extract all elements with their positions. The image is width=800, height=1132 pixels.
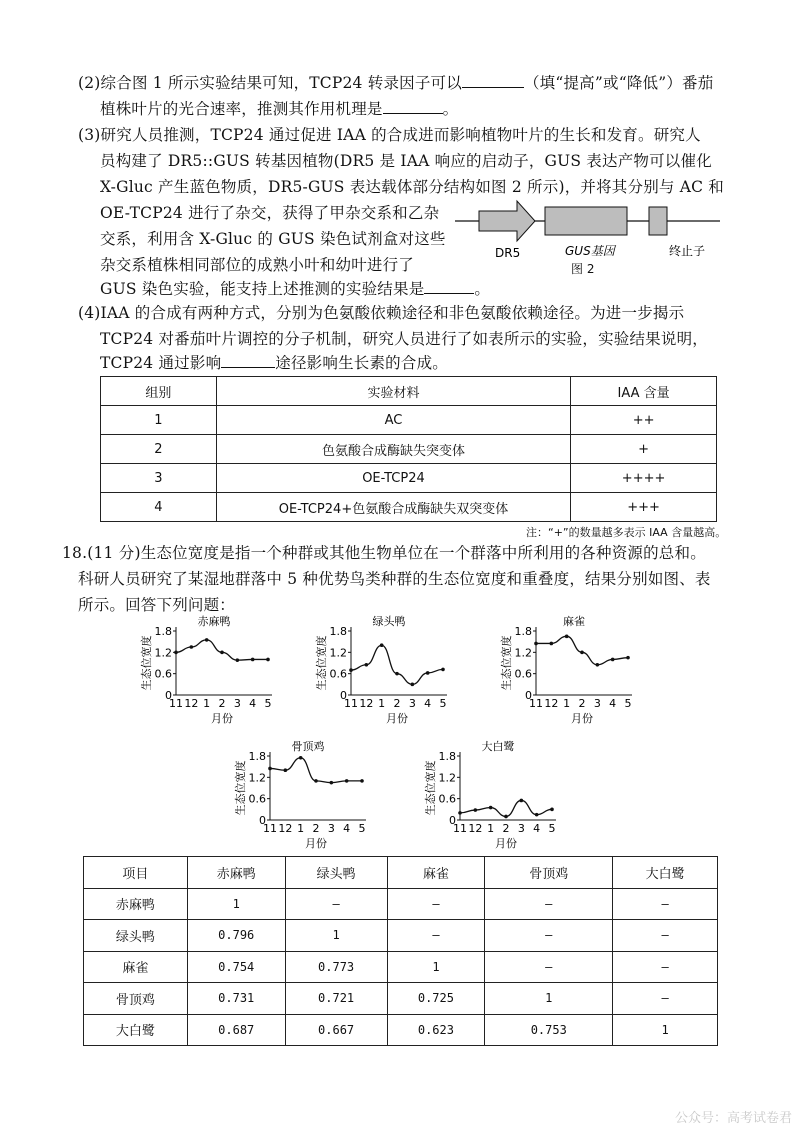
data-point — [426, 671, 430, 675]
x-tick-label: 4 — [343, 822, 351, 835]
y-tick-label: 0 — [525, 689, 532, 702]
q3-line7 — [100, 276, 490, 302]
data-point — [474, 808, 478, 812]
y-axis-label: 生态位宽度 — [315, 635, 328, 691]
y-tick-label: 0 — [340, 689, 347, 702]
y-tick-label: 1.2 — [438, 771, 456, 785]
y-tick-label: 1.8 — [329, 625, 347, 638]
table-cell: 色氨酸合成酶缺失突变体 — [216, 435, 570, 464]
x-tick-label: 4 — [609, 697, 617, 710]
data-point — [534, 642, 538, 646]
x-tick-label: 1 — [297, 822, 305, 835]
x-tick-label: 1 — [563, 697, 571, 710]
table-cell: 1 — [285, 920, 387, 952]
q4-line2: TCP24 对番茄叶片调控的分子机制，研究人员进行了如表所示的实验，实验结果说明， — [100, 330, 708, 348]
data-point — [535, 813, 539, 817]
table-cell: 0.623 — [387, 1014, 485, 1046]
data-point — [251, 658, 255, 662]
y-tick-label: 0.6 — [154, 667, 172, 681]
data-point — [611, 658, 615, 662]
q3-line1: (3)研究人员推测，TCP24 通过促进 IAA 的合成进而影响植物叶片的生长和发育。研究人 — [78, 126, 701, 144]
gus-gene-box — [545, 207, 627, 235]
table-cell: 4 — [101, 493, 217, 522]
y-tick-label: 1.8 — [154, 625, 172, 638]
q2-text-d: 。 — [442, 100, 459, 118]
table-header: 麻雀 — [387, 857, 485, 889]
table-cell: + — [571, 435, 717, 464]
table-cell: 0.721 — [285, 983, 387, 1015]
table-cell: 1 — [613, 1014, 718, 1046]
x-tick-label: 5 — [358, 822, 366, 835]
x-axis-label: 月份 — [211, 712, 233, 725]
q3-line5: 交系，利用含 X-Gluc 的 GUS 染色试剂盒对这些 — [100, 230, 446, 248]
table-header: 实验材料 — [216, 377, 570, 406]
dr5-gus-vector-diagram — [455, 195, 725, 265]
answer-blank — [221, 351, 275, 368]
dr5-label: DR5 — [495, 246, 521, 260]
data-point — [565, 635, 569, 639]
data-point — [284, 768, 288, 772]
data-point — [520, 799, 524, 803]
x-tick-label: 12 — [468, 822, 483, 835]
y-tick-label: 0.6 — [438, 792, 456, 806]
table-cell: — — [485, 920, 613, 952]
watermark: 公众号：高考试卷君 — [674, 1111, 792, 1126]
answer-blank — [462, 71, 524, 88]
y-tick-label: 1.8 — [248, 750, 266, 763]
x-tick-label: 2 — [502, 822, 510, 835]
x-tick-label: 5 — [548, 822, 556, 835]
q2-text-a: (2)综合图 1 所示实验结果可知，TCP24 转录因子可以 — [78, 74, 462, 92]
q2-text-c: 植株叶片的光合速率，推测其作用机理是 — [100, 100, 383, 118]
data-point — [220, 651, 224, 655]
table-cell: 1 — [387, 951, 485, 983]
chart-title: 大白鹭 — [481, 740, 515, 753]
dr5-promoter-arrow — [479, 201, 535, 241]
data-point — [268, 767, 272, 771]
table-header-row — [101, 377, 717, 406]
table-cell: AC — [216, 406, 570, 435]
data-point — [314, 779, 318, 783]
x-tick-label: 1 — [487, 822, 495, 835]
table-cell: 0.754 — [187, 951, 285, 983]
data-point — [411, 683, 415, 687]
table-row — [84, 983, 718, 1015]
x-tick-label: 2 — [393, 697, 401, 710]
y-tick-label: 0 — [449, 814, 456, 827]
table-header: 组别 — [101, 377, 217, 406]
table-row — [101, 493, 717, 522]
table-row — [101, 435, 717, 464]
table-cell: 0.753 — [485, 1014, 613, 1046]
y-axis-label: 生态位宽度 — [234, 760, 247, 816]
x-tick-label: 12 — [184, 697, 199, 710]
data-point — [395, 672, 399, 676]
table-cell: — — [485, 888, 613, 920]
table-cell: ++++ — [571, 464, 717, 493]
table-header-row — [84, 857, 718, 889]
table-cell: — — [613, 983, 718, 1015]
table-cell: — — [613, 951, 718, 983]
data-point — [345, 779, 349, 783]
data-point — [190, 645, 194, 649]
x-tick-label: 12 — [544, 697, 559, 710]
chart-title: 骨顶鸡 — [291, 740, 325, 753]
table-cell: +++ — [571, 493, 717, 522]
terminator-label: 终止子 — [669, 244, 706, 258]
table-cell: — — [285, 888, 387, 920]
data-point — [236, 658, 240, 662]
data-point — [365, 663, 369, 667]
y-tick-label: 0.6 — [514, 667, 532, 681]
y-tick-label: 1.2 — [154, 646, 172, 660]
x-tick-label: 11 — [453, 822, 467, 835]
x-axis-label: 月份 — [386, 712, 408, 725]
table-cell: OE-TCP24+色氨酸合成酶缺失双突变体 — [216, 493, 570, 522]
series-line — [176, 640, 268, 660]
x-tick-label: 3 — [408, 697, 416, 710]
y-tick-label: 1.2 — [329, 646, 347, 660]
table-cell: 0.773 — [285, 951, 387, 983]
table-cell: 0.725 — [387, 983, 485, 1015]
chart-great-egret — [422, 740, 562, 852]
answer-blank — [383, 97, 443, 114]
table-header: IAA 含量 — [571, 377, 717, 406]
y-axis-label: 生态位宽度 — [500, 635, 513, 691]
table-cell: 赤麻鸭 — [84, 888, 188, 920]
y-tick-label: 0 — [259, 814, 266, 827]
x-tick-label: 4 — [424, 697, 432, 710]
chart-ruddy-shelduck — [138, 615, 278, 727]
table-cell: — — [613, 920, 718, 952]
x-axis-label: 月份 — [305, 837, 327, 850]
q3-text-a: GUS 染色实验，能支持上述推测的实验结果是 — [100, 280, 425, 298]
table-cell: 大白鹭 — [84, 1014, 188, 1046]
table-header: 绿头鸭 — [285, 857, 387, 889]
fig2-caption: 图 2 — [571, 262, 595, 276]
data-point — [504, 815, 508, 819]
chart-title: 赤麻鸭 — [197, 615, 231, 628]
q2-line2 — [100, 96, 458, 122]
table-cell: 0.687 — [187, 1014, 285, 1046]
x-tick-label: 3 — [593, 697, 601, 710]
table-row — [84, 888, 718, 920]
chart-coot — [232, 740, 372, 852]
q4-line1: (4)IAA 的合成有两种方式，分别为色氨酸依赖途径和非色氨酸依赖途径。为进一步揭示 — [78, 304, 685, 322]
data-point — [205, 638, 209, 642]
data-point — [441, 668, 445, 672]
x-axis-label: 月份 — [495, 837, 517, 850]
table-row — [84, 920, 718, 952]
table-cell: — — [485, 951, 613, 983]
q3-line3: X-Gluc 产生蓝色物质，DR5-GUS 表达载体部分结构如图 2 所示)，并将其分别与 AC 和 — [100, 178, 725, 196]
data-point — [360, 779, 364, 783]
q2-line1 — [78, 70, 713, 96]
x-tick-label: 4 — [249, 697, 257, 710]
x-tick-label: 3 — [517, 822, 525, 835]
chart-title: 绿头鸭 — [372, 615, 406, 628]
table-cell: 绿头鸭 — [84, 920, 188, 952]
data-point — [550, 642, 554, 646]
table-cell: 麻雀 — [84, 951, 188, 983]
table-cell: 骨顶鸡 — [84, 983, 188, 1015]
y-tick-label: 1.8 — [438, 750, 456, 763]
table-cell: 2 — [101, 435, 217, 464]
x-tick-label: 11 — [344, 697, 358, 710]
table-row — [84, 1014, 718, 1046]
x-tick-label: 11 — [263, 822, 277, 835]
table-cell: — — [387, 888, 485, 920]
answer-blank — [424, 277, 474, 294]
y-tick-label: 1.8 — [514, 625, 532, 638]
table-header: 大白鹭 — [613, 857, 718, 889]
x-tick-label: 3 — [327, 822, 335, 835]
x-tick-label: 1 — [378, 697, 386, 710]
terminator-box — [649, 207, 667, 235]
data-point — [458, 811, 462, 815]
data-point — [266, 658, 270, 662]
x-tick-label: 12 — [359, 697, 374, 710]
table-cell: ++ — [571, 406, 717, 435]
table-cell: OE-TCP24 — [216, 464, 570, 493]
q3-text-b: 。 — [474, 280, 491, 298]
q4-line3 — [100, 350, 448, 376]
table-cell: 1 — [101, 406, 217, 435]
table-row — [84, 951, 718, 983]
y-tick-label: 0 — [165, 689, 172, 702]
q4-text-a: TCP24 通过影响 — [100, 354, 222, 372]
table-cell: — — [387, 920, 485, 952]
table-cell: 0.667 — [285, 1014, 387, 1046]
table-cell: 0.731 — [187, 983, 285, 1015]
x-tick-label: 3 — [233, 697, 241, 710]
x-tick-label: 11 — [529, 697, 543, 710]
q3-line4: OE-TCP24 进行了杂交，获得了甲杂交系和乙杂 — [100, 204, 440, 222]
x-tick-label: 2 — [218, 697, 226, 710]
data-point — [330, 781, 334, 785]
q3-line6: 杂交系植株相同部位的成熟小叶和幼叶进行了 — [100, 256, 415, 274]
table-row — [101, 464, 717, 493]
x-tick-label: 5 — [264, 697, 272, 710]
data-point — [580, 651, 584, 655]
x-tick-label: 2 — [312, 822, 320, 835]
data-point — [380, 643, 384, 647]
data-point — [489, 806, 493, 810]
overlap-table — [83, 856, 718, 1046]
data-point — [174, 651, 178, 655]
data-point — [299, 756, 303, 760]
x-tick-label: 5 — [439, 697, 447, 710]
chart-title: 麻雀 — [563, 615, 585, 628]
q18-line2: 科研人员研究了某湿地群落中 5 种优势鸟类种群的生态位宽度和重叠度，结果分别如图、表 — [78, 570, 711, 588]
table-cell: 1 — [485, 983, 613, 1015]
table-cell: 3 — [101, 464, 217, 493]
table-cell: 0.796 — [187, 920, 285, 952]
x-tick-label: 11 — [169, 697, 183, 710]
data-point — [626, 656, 630, 660]
table-cell: — — [613, 888, 718, 920]
y-tick-label: 1.2 — [514, 646, 532, 660]
table-header: 赤麻鸭 — [187, 857, 285, 889]
q2-text-b: （填“提高”或“降低”）番茄 — [523, 74, 714, 92]
chart-sparrow — [498, 615, 638, 727]
table-header: 骨顶鸡 — [485, 857, 613, 889]
x-tick-label: 4 — [533, 822, 541, 835]
data-point — [349, 668, 353, 672]
y-tick-label: 0.6 — [248, 792, 266, 806]
table-row — [101, 406, 717, 435]
q18-line3: 所示。回答下列问题： — [78, 596, 236, 614]
y-tick-label: 1.2 — [248, 771, 266, 785]
table-header: 项目 — [84, 857, 188, 889]
y-axis-label: 生态位宽度 — [140, 635, 153, 691]
y-tick-label: 0.6 — [329, 667, 347, 681]
table-cell: 1 — [187, 888, 285, 920]
gus-label: GUS基因 — [565, 244, 615, 258]
q4-text-b: 途径影响生长素的合成。 — [275, 354, 448, 372]
q18-line1: 18.(11 分)生态位宽度是指一个种群或其他生物单位在一个群落中所利用的各种资源的总和。 — [62, 544, 706, 562]
data-point — [596, 663, 600, 667]
iaa-table — [100, 376, 717, 522]
x-tick-label: 1 — [203, 697, 211, 710]
data-point — [550, 808, 554, 812]
x-tick-label: 12 — [278, 822, 293, 835]
q3-line2: 员构建了 DR5::GUS 转基因植物(DR5 是 IAA 响应的启动子，GUS 表达产物可以催化 — [100, 152, 712, 170]
chart-mallard — [313, 615, 453, 727]
x-tick-label: 5 — [624, 697, 632, 710]
table-note: 注：“+”的数量越多表示 IAA 含量越高。 — [526, 526, 727, 539]
y-axis-label: 生态位宽度 — [424, 760, 437, 816]
x-tick-label: 2 — [578, 697, 586, 710]
x-axis-label: 月份 — [571, 712, 593, 725]
